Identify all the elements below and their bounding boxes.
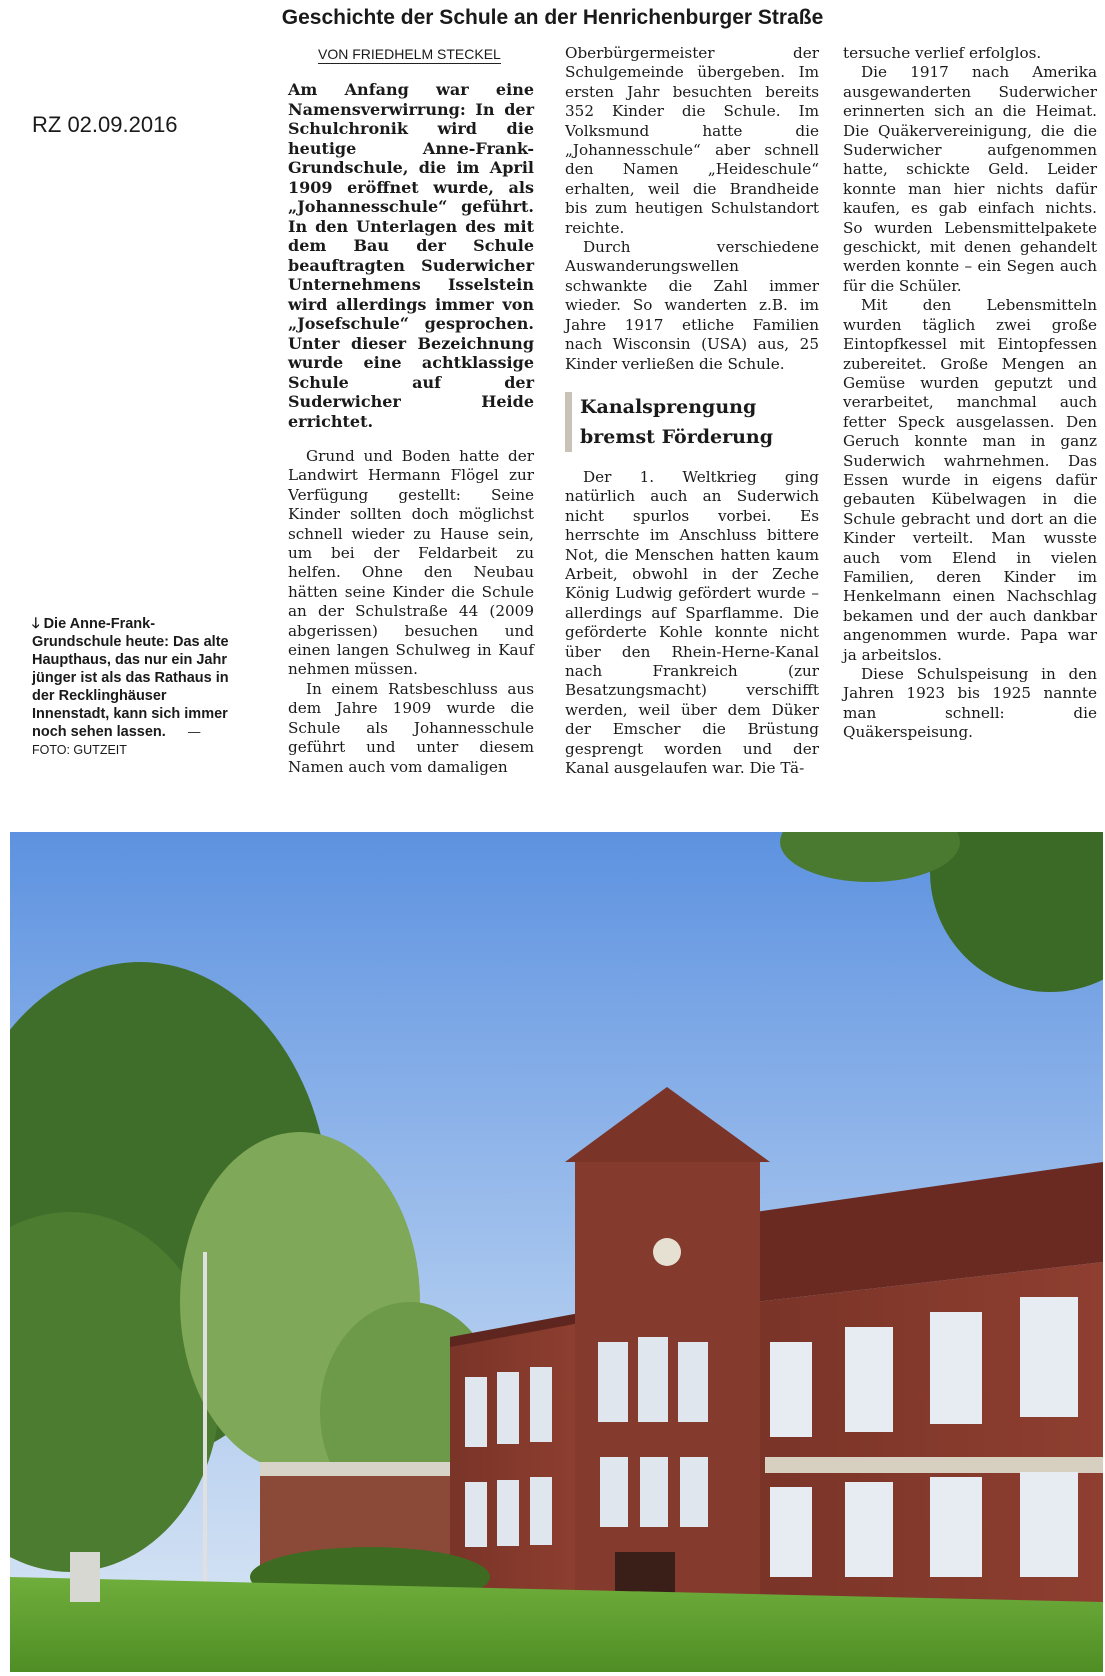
- paragraph: Diese Schulspeisung in den Jahren 1923 bis 1925 nannte man schnell: die Quäkerspeisung.: [843, 665, 1097, 742]
- paragraph: Mit den Lebensmitteln wurden täglich zwei große Eintopfkessel mit Eintopfessen zubereitet. Große Mengen an Gemüse wurden geputzt und verarbeitet, manchmal auch fetter Speck ausgelassen. Den Geruch konnte man in ganz Suderwich wahrnehmen. Das Essen wurde in eigens dafür gebauten Kübelwagen in die Schule gebracht und dort an die Kinder verteilt. Man wusste auch vom Elend in vielen Familien, deren Kinder im Henkelmann einen Nachschlag bekamen und der auch dankbar angenommen wurde. Papa war ja arbeitslos.: [843, 296, 1097, 664]
- paragraph: Grund und Boden hatte der Landwirt Hermann Flögel zur Verfügung gestellt: Seine Kinder sollten doch möglichst schnell wieder zu Hause sein, um bei der Feldarbeit zu helfen. Ohne den Neubau hätten seine Kinder die Schule an der Schulstraße 44 (2009 abgerissen) besuchen und einen langen Schulweg in Kauf nehmen müssen.: [288, 447, 534, 679]
- headline: Geschichte der Schule an der Henrichenburger Straße: [281, 6, 824, 29]
- dateline: RZ 02.09.2016: [32, 112, 178, 137]
- paragraph: Durch verschiedene Auswanderungswellen schwankte die Zahl immer wieder. So wanderten z.B. im Jahre 1917 etliche Familien nach Wisconsin (USA) aus, 25 Kinder verließen die Schule.: [565, 238, 819, 373]
- article-column-3: [843, 44, 1097, 743]
- paragraph: In einem Ratsbeschluss aus dem Jahre 1909 wurde die Schule als Johannesschule geführt und unter diesem Namen auch vom damaligen: [288, 679, 534, 776]
- article-column-2: [565, 44, 819, 778]
- arrow-down-icon: 🡓: [32, 616, 40, 632]
- paragraph: Die 1917 nach Amerika ausgewanderten Suderwicher erinnerten sich an die Heimat. Die Quäkervereinigung, die die Suderwicher aufgenommen hatte, schickte Geld. Leider konnte man hier nichts dafür kaufen, es gab einfach nichts. So wurden Lebensmittelpakete geschickt, mit denen gehandelt werden konnte – ein Segen auch für die Schüler.: [843, 63, 1097, 295]
- paragraph: Der 1. Weltkrieg ging natürlich auch an Suderwich nicht spurlos vorbei. Es herrschte im Anschluss bittere Not, die Menschen hatten kaum Arbeit, obwohl in der Zeche König Ludwig gefördert wurde – allerdings auf Sparflamme. Die geförderte Kohle konnte nicht über den Rhein-Herne-Kanal nach Frankreich (zur Besatzungsmacht) verschifft werden, weil über dem Düker der Emscher die Brüstung gesprengt worden und der Kanal ausgelaufen war. Die Tä-: [565, 467, 819, 777]
- article-column-1: [288, 80, 534, 777]
- article-lead: Am Anfang war eine Namensverwirrung: In der Schulchronik wird die heutige Anne-Frank-Grundschule, die im April 1909 eröffnet wurde, als „Johannesschule“ geführt. In den Unterlagen des mit dem Bau der Schule beauftragten Suderwicher Unternehmens Isselstein wird allerdings immer von „Josefschule“ gesprochen. Unter dieser Bezeichnung wurde eine achtklassige Schule auf der Suderwicher Heide errichtet.: [288, 80, 534, 431]
- photo-credit: —FOTO: GUTZEIT: [32, 725, 201, 757]
- byline: VON FRIEDHELM STECKEL: [318, 46, 501, 62]
- school-photo: [10, 832, 1103, 1672]
- caption-text: Die Anne-Frank-Grundschule heute: Das alte Haupthaus, das nur ein Jahr jünger ist als das Rathaus in der Recklinghäuser Innenstadt, kann sich immer noch sehen lassen.: [32, 616, 229, 740]
- paragraph: tersuche verlief erfolglos.: [843, 44, 1042, 62]
- subheading: Kanalsprengung bremst Förderung: [565, 392, 819, 452]
- photo-caption: [32, 615, 237, 759]
- paragraph: Oberbürgermeister der Schulgemeinde übergeben. Im ersten Jahr besuchten bereits 352 Kinder die Schule. Im Volksmund hatte die „Johannesschule“ aber schnell den Namen „Heideschule“ erhalten, weil die Brandheide bis zum heutigen Schulstandort reichte.: [565, 44, 819, 237]
